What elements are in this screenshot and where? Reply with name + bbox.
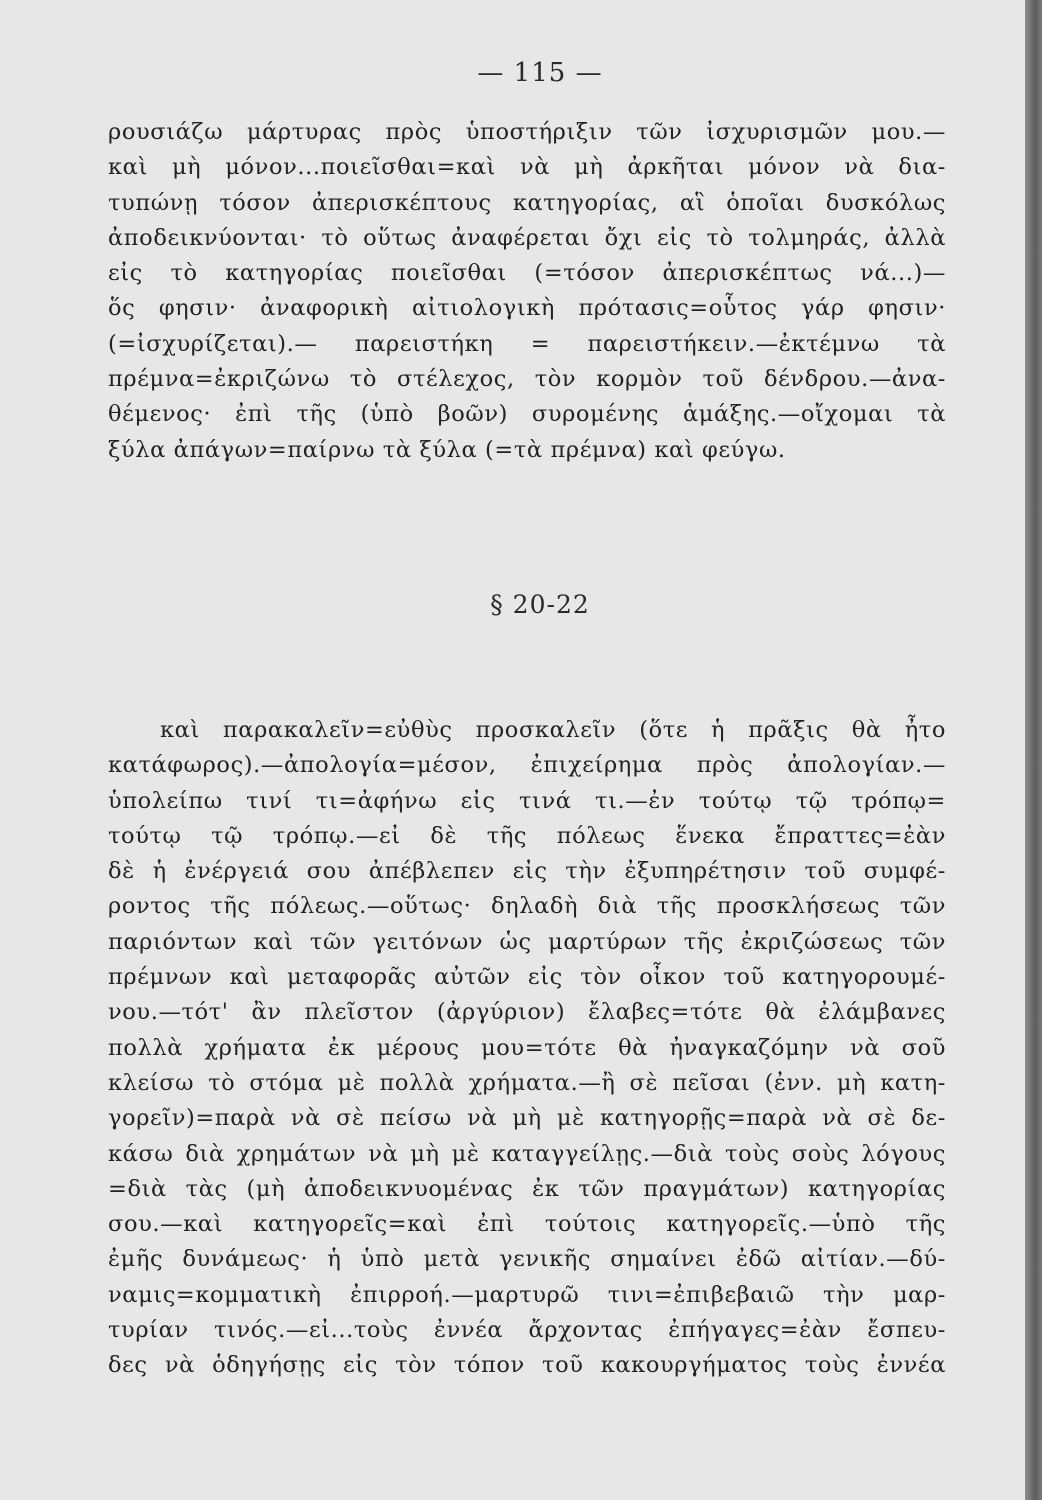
text-line: ρουσιάζω μάρτυρας πρὸς ὑποστήριξιν τῶν ἰσχυρισμῶν μου.— [108, 119, 946, 145]
text-line: κατάφωρος).—ἀπολογία=μέσον, ἐπιχείρημα πρὸς ἀπολογίαν.— [108, 752, 946, 779]
text-line: ναμις=κομματικὴ ἐπιρροή.—μαρτυρῶ τινι=ἐπιβεβαιῶ τὴν μαρ- [108, 1281, 946, 1308]
text-line: ροντος τῆς πόλεως.—οὕτως· δηλαδὴ διὰ τῆς προσκλήσεως τῶν [108, 893, 946, 920]
text-block-top [108, 115, 946, 468]
text-line: καὶ μὴ μόνον...ποιεῖσθαι=καὶ νὰ μὴ ἀρκῆται μόνον νὰ δια- [108, 154, 946, 181]
text-line: κάσω διὰ χρημάτων νὰ μὴ μὲ καταγγείλῃς.—διὰ τοὺς σοὺς λόγους [108, 1140, 946, 1167]
text-line: ἀποδεικνύονται· τὸ οὕτως ἀναφέρεται ὄχι εἰς τὸ τολμηράς, ἀλλὰ [108, 224, 946, 251]
text-line: νου.—τότ' ἂν πλεῖστον (ἀργύριον) ἔλαβες=τότε θὰ ἐλάμβανες [108, 999, 946, 1026]
text-line: τυρίαν τινός.—εἰ...τοὺς ἐννέα ἄρχοντας ἐπήγαγες=ἐὰν ἔσπευ- [108, 1317, 946, 1344]
text-line: εἰς τὸ κατηγορίας ποιεῖσθαι (=τόσον ἀπερισκέπτως νά...)— [108, 260, 946, 287]
text-line: ξύλα ἀπάγων=παίρνω τὰ ξύλα (=τὰ πρέμνα) καὶ φεύγω. [108, 436, 786, 463]
text-line: ὅς φησιν· ἀναφορικὴ αἰτιολογικὴ πρότασις=οὗτος γάρ φησιν· [108, 295, 946, 322]
text-line: γορεῖν)=παρὰ νὰ σὲ πείσω νὰ μὴ μὲ κατηγορῇς=παρὰ νὰ σὲ δε- [108, 1105, 946, 1132]
text-line: σου.—καὶ κατηγορεῖς=καὶ ἐπὶ τούτοις κατηγορεῖς.—ὑπὸ τῆς [108, 1211, 946, 1238]
text-block-bottom [108, 713, 946, 1384]
text-line: θέμενος· ἐπὶ τῆς (ὑπὸ βοῶν) συρομένης ἁμάξης.—οἴχομαι τὰ [108, 401, 946, 428]
text-line: δὲ ἡ ἐνέργειά σου ἀπέβλεπεν εἰς τὴν ἐξυπηρέτησιν τοῦ συμφέ- [108, 858, 946, 885]
text-line: τυπώνῃ τόσον ἀπερισκέπτους κατηγορίας, αἳ ὁποῖαι δυσκόλως [108, 189, 946, 216]
section-heading: § 20-22 [490, 590, 590, 619]
text-line: τούτῳ τῷ τρόπῳ.—εἰ δὲ τῆς πόλεως ἕνεκα ἔπραττες=ἐὰν [108, 822, 946, 849]
text-line: πολλὰ χρήματα ἐκ μέρους μου=τότε θὰ ἠναγκαζόμην νὰ σοῦ [108, 1034, 946, 1061]
page-number: — 115 — [477, 58, 603, 88]
text-line: δες νὰ ὁδηγήσῃς εἰς τὸν τόπον τοῦ κακουργήματος τοὺς ἐννέα [108, 1352, 946, 1379]
text-line: πρέμνων καὶ μεταφορᾶς αὐτῶν εἰς τὸν οἶκον τοῦ κατηγορουμέ- [108, 964, 946, 991]
page-edge [1025, 0, 1042, 1500]
text-line: παριόντων καὶ τῶν γειτόνων ὡς μαρτύρων τῆς ἐκριζώσεως τῶν [108, 928, 946, 955]
text-line: ὑπολείπω τινί τι=ἀφήνω εἰς τινά τι.—ἐν τούτῳ τῷ τρόπῳ= [108, 787, 946, 814]
text-line: (=ἰσχυρίζεται).— παρειστήκη = παρειστήκειν.—ἐκτέμνω τὰ [108, 330, 946, 357]
text-line: καὶ παρακαλεῖν=εὐθὺς προσκαλεῖν (ὅτε ἡ πρᾶξις θὰ ἦτο [160, 717, 946, 743]
text-line: κλείσω τὸ στόμα μὲ πολλὰ χρήματα.—ἢ σὲ πεῖσαι (ἐνν. μὴ κατη- [108, 1069, 946, 1096]
text-line: =διὰ τὰς (μὴ ἀποδεικνυομένας ἐκ τῶν πραγμάτων) κατηγορίας [108, 1175, 946, 1202]
text-line: ἐμῆς δυνάμεως· ἡ ὑπὸ μετὰ γενικῆς σημαίνει ἐδῶ αἰτίαν.—δύ- [108, 1246, 946, 1273]
text-line: πρέμνα=ἐκριζώνω τὸ στέλεχος, τὸν κορμὸν τοῦ δένδρου.—ἀνα- [108, 366, 946, 393]
